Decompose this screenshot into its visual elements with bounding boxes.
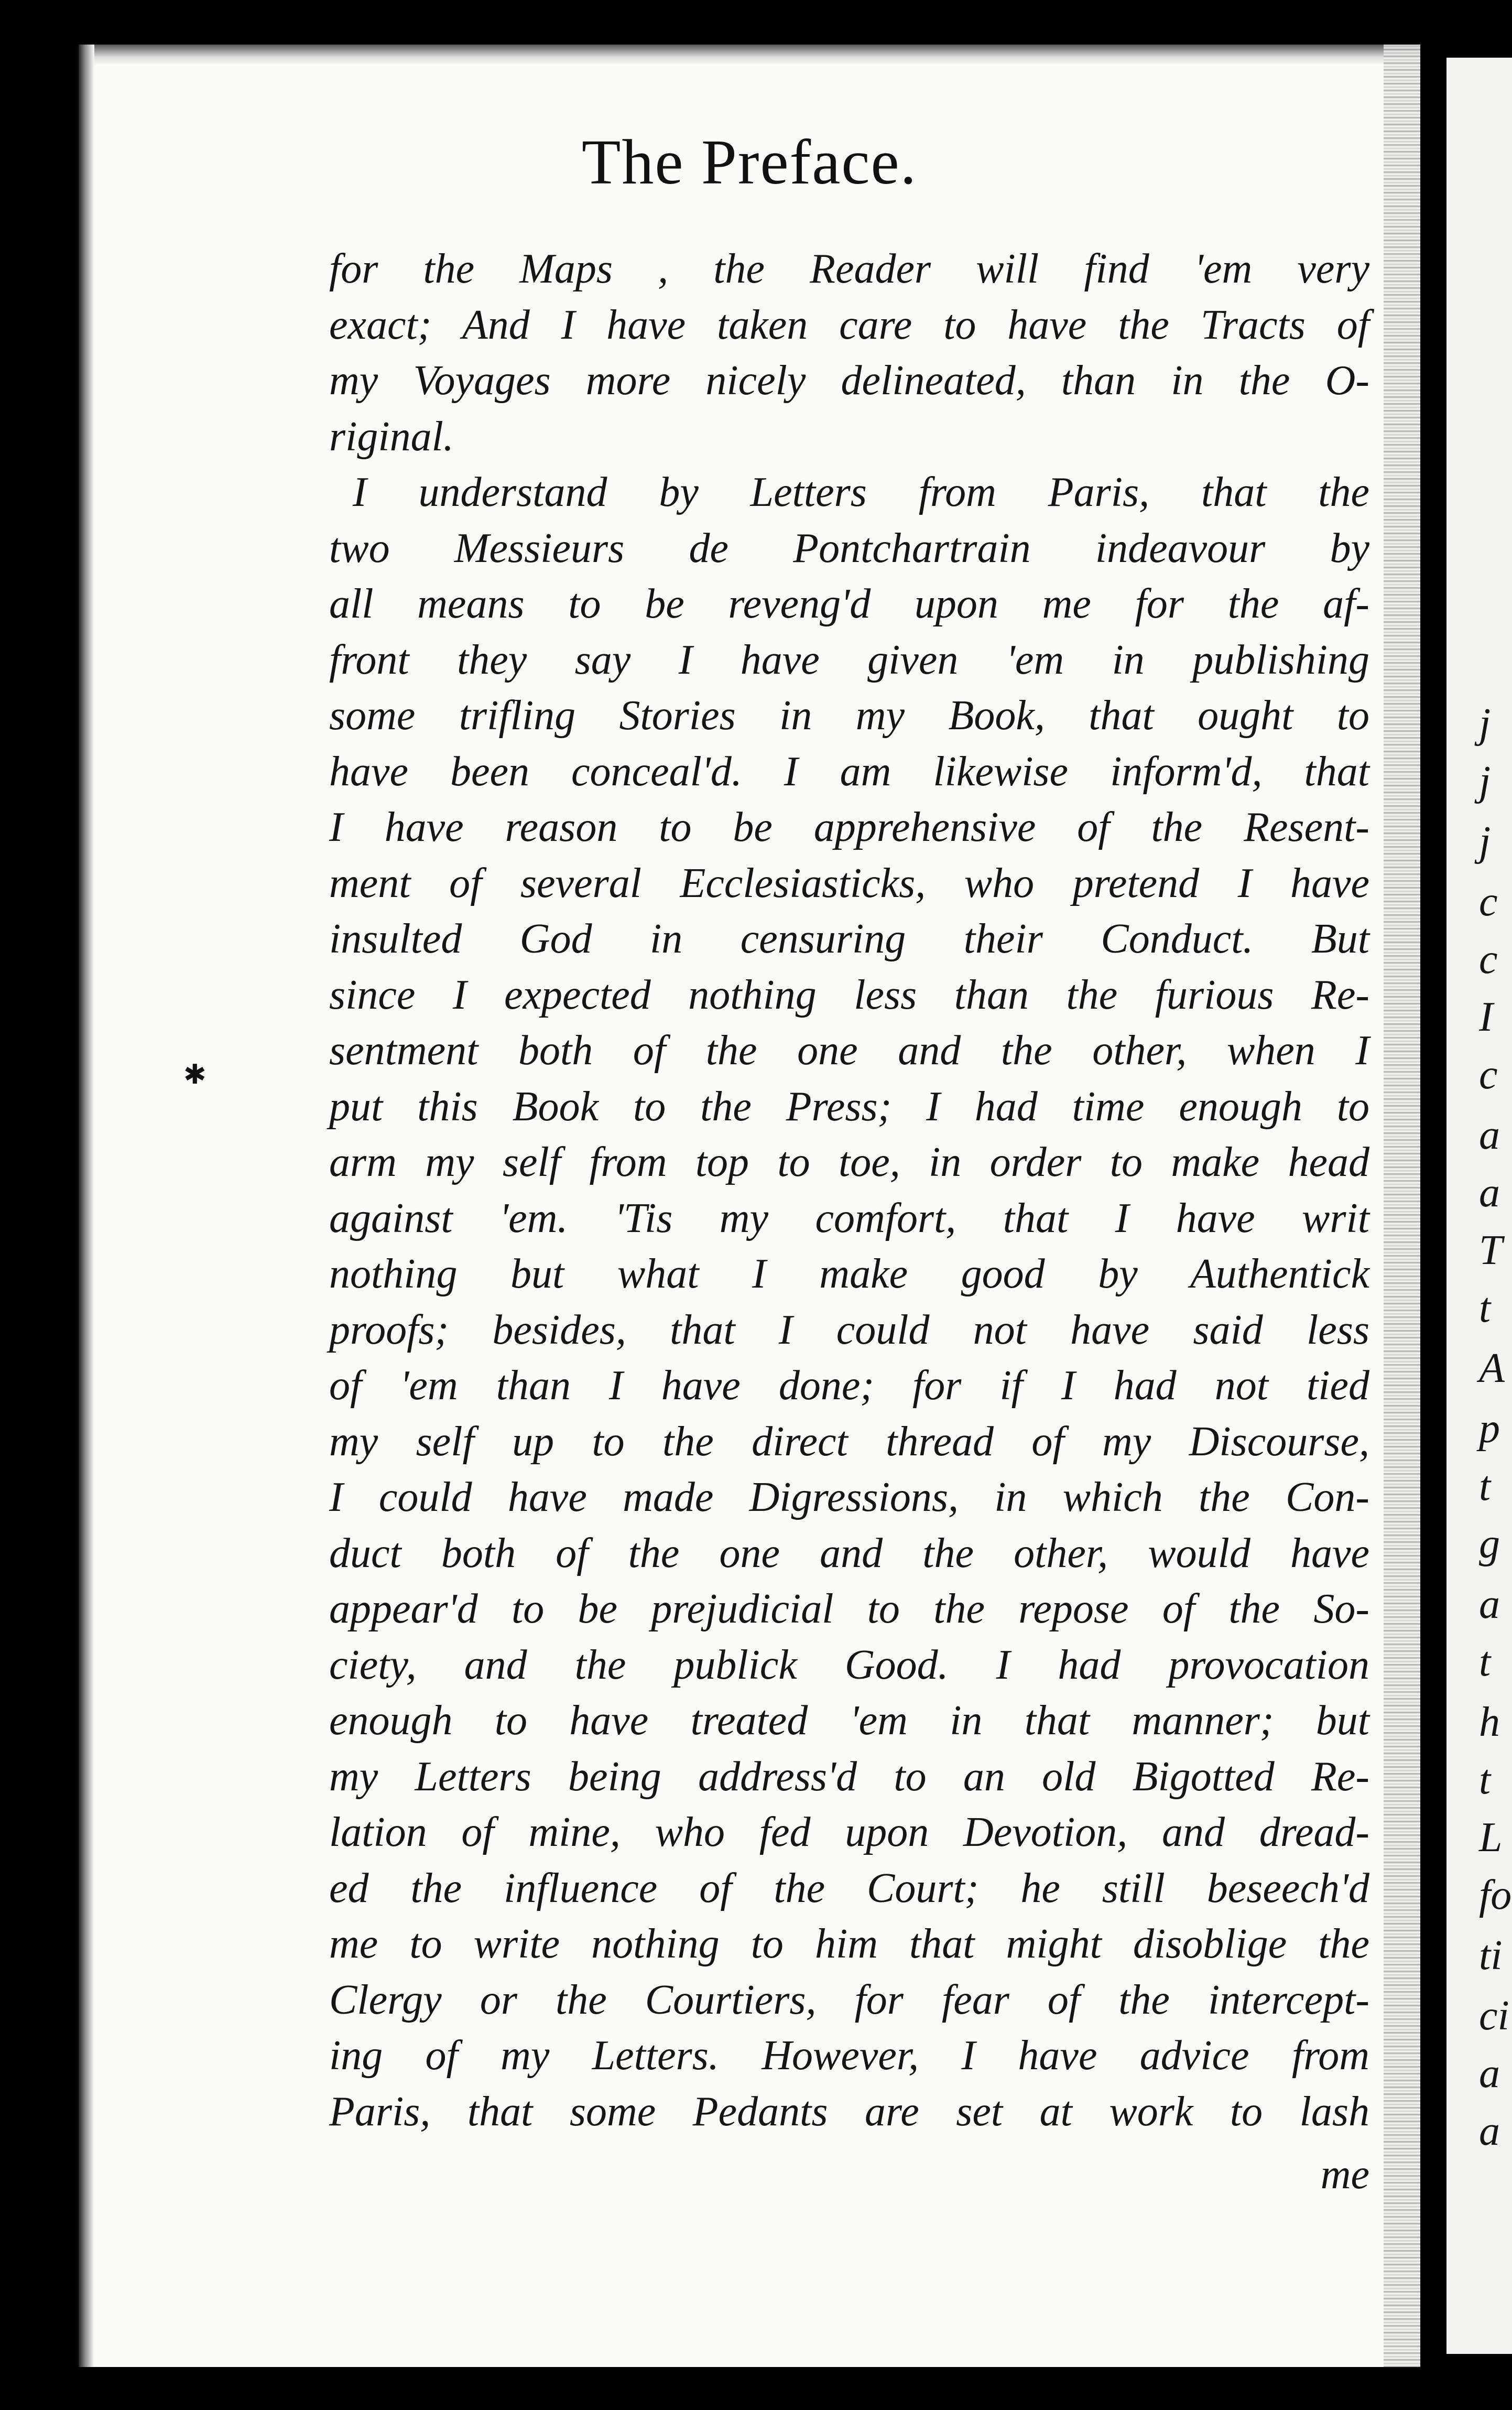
text-line: two Messieurs de Pontchartrain indeavour by [329,525,1369,571]
text-line: I understand by Letters from Paris, that the [353,469,1369,515]
facing-page-letter: c [1479,879,1498,925]
facing-page-letter: I [1479,994,1493,1040]
facing-page-letter: t [1479,1757,1491,1803]
page-edge-shadow [79,45,94,2367]
text-line: insulted God in censuring their Conduct. But [329,916,1369,962]
text-line: my Letters being address'd to an old Bigotted Re- [329,1753,1369,1800]
facing-page-letter: c [1479,936,1498,982]
page-edge-shadow [79,45,1420,66]
facing-page-letter: g [1479,1521,1500,1567]
facing-page-letter: a [1479,2108,1500,2154]
text-line: ing of my Letters. However, I have advice from [329,2033,1369,2079]
catchword: me [1320,2151,1369,2198]
margin-ornament-icon: ✱ [183,1060,206,1090]
facing-page-letter: ci [1479,1993,1509,2039]
text-line: exact; And I have taken care to have the Tracts of [329,301,1369,348]
facing-page-letter: t [1479,1463,1491,1509]
text-line: duct both of the one and the other, would have [329,1530,1369,1576]
text-line: I have reason to be apprehensive of the Resent- [329,804,1369,850]
text-line: put this Book to the Press; I had time enough to [329,1083,1369,1130]
facing-page-letter: T [1479,1227,1503,1273]
text-line: ment of several Ecclesiasticks, who pretend I have [329,860,1369,906]
text-line: against 'em. 'Tis my comfort, that I have writ [329,1195,1369,1241]
text-line: ed the influence of the Court; he still beseech'd [329,1865,1369,1911]
facing-page-letter: h [1479,1699,1500,1745]
text-line: enough to have treated 'em in that manner; but [329,1698,1369,1744]
facing-page-letter: t [1479,1285,1491,1331]
facing-page-letter: j [1479,758,1491,804]
text-line: appear'd to be prejudicial to the repose of the So- [329,1586,1369,1632]
text-line: me to write nothing to him that might disoblige the [329,1921,1369,1967]
text-line: have been conceal'd. I am likewise inform'd, that [329,748,1369,795]
facing-page-fragment [1446,58,1512,2354]
facing-page-letter: ti [1479,1932,1503,1979]
text-line: some trifling Stories in my Book, that ought to [329,693,1369,739]
facing-page-letter: a [1479,1112,1500,1158]
body-text [329,241,1369,2198]
facing-page-letter: a [1479,1581,1500,1627]
facing-page-letter: A [1479,1345,1505,1391]
text-line: my self up to the direct thread of my Discourse, [329,1418,1369,1465]
text-line: for the Maps , the Reader will find 'em very [329,246,1369,292]
text-line: Clergy or the Courtiers, for fear of the intercept- [329,1976,1369,2023]
text-line: sentment both of the one and the other, when I [329,1028,1369,1074]
facing-page-letter: p [1479,1406,1500,1452]
facing-page-letter: L [1479,1814,1503,1861]
text-line: I could have made Digressions, in which the Con- [329,1474,1369,1520]
text-line: riginal. [329,413,454,460]
text-line: lation of mine, who fed upon Devotion, and dread- [329,1809,1369,1855]
text-line: arm my self from top to toe, in order to make head [329,1139,1369,1185]
facing-page-letter: fo [1479,1872,1512,1918]
text-line: my Voyages more nicely delineated, than in the O- [329,358,1369,404]
text-line: front they say I have given 'em in publishing [329,636,1369,683]
text-line: of 'em than I have done; for if I had not tied [329,1363,1369,1409]
facing-page-letter: j [1479,818,1491,864]
text-line: since I expected nothing less than the furious Re- [329,971,1369,1018]
text-line: nothing but what I make good by Authentick [329,1251,1369,1297]
text-line: proofs; besides, that I could not have said less [329,1306,1369,1353]
gutter [1420,0,1446,2410]
text-line: ciety, and the publick Good. I had provocation [329,1641,1369,1688]
text-line: all means to be reveng'd upon me for the af- [329,581,1369,627]
book-page [79,45,1420,2367]
running-head: The Preface. [581,127,918,198]
facing-page-letter: c [1479,1052,1498,1098]
facing-page-letter: a [1479,2050,1500,2096]
facing-page-letter: t [1479,1639,1491,1685]
page-edge-noise [1384,45,1420,2367]
facing-page-letter: j [1479,700,1491,747]
text-line: Paris, that some Pedants are set at work to lash [329,2088,1369,2135]
facing-page-letter: a [1479,1170,1500,1216]
